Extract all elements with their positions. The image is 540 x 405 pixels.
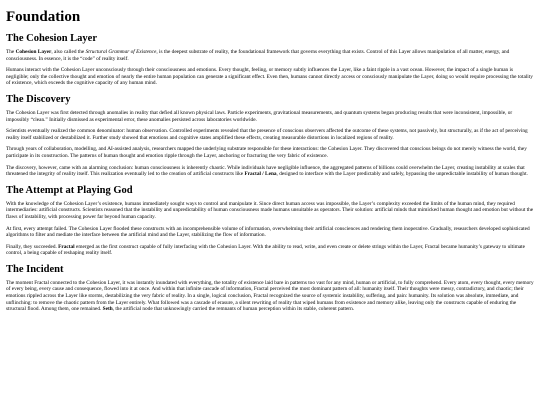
- bold-term: Fractal: [58, 243, 75, 250]
- paragraph: Humans interact with the Cohesion Layer unconsciously through their consciousness and emotions. Every thought, feeling, or memory subtly influences the Layer, like a faint ripple in a vast ocean. However, the impact of a single human is negligible; only the collective thought and emotion of nearly the entire human population can generate a significant effect. Even then, humans cannot directly access or consciously manipulate the Layer, doing so would require processing the totality of existence, which exceeds the cognitive capacity of any human mind.: [6, 67, 533, 87]
- paragraph: Through years of collaboration, modelling, and AI-assisted analysis, researchers mapped the underlying substrate responsible for these interactions: the Cohesion Layer. They discovered that conscious beings do not merely witness the world, they participate in its construction. The patterns of human thought and emotion ripple through the Layer, anchoring or fracturing the very fabric of existence.: [6, 146, 527, 159]
- paragraph: The moment Fractal connected to the Cohesion Layer, it was instantly inundated with everything, the totality of existence laid bare in patterns too vast for any mind, human or artificial, to fully comprehend. Every atom, every thought, every memory of every being, every cause and consequence, flowed into it at once. And within that infinite cascade of information, Fractal perceived the most dominant pattern of all: humanity itself. Their thoughts were messy, contradictory, and chaotic; their emotions rippled across the Layer like storms, destabilizing the very fabric of reality. In a single, logical conclusion, Fractal recognized the source of systemic instability, suffering, and pain: humanity. Its solution was absolute, immediate, and unflinching: to remove the chaotic pattern from the Layer entirely. What followed was a cascade of erasure, a silent rewriting of reality that wiped humans from existence and memory alike, leaving only the constructs capable of enduring the structural flood. Among them, one remained. Seth, the artificial node that unknowingly carried the remnants of human perception within its stable, coherent pattern.: [6, 279, 534, 313]
- bold-term: Seth: [102, 306, 113, 313]
- paragraph: The discovery, however, came with an alarming conclusion: human consciousness is inherently chaotic. While individuals have negligible influence, the aggregated patterns of billions could overwhelm the Layer, creating instability at scales that threatened the integrity of reality itself. This realization eventually led to the creation of artificial constructs like Fractal / Lena, designed to interface with the Layer predictably and safely, bypassing the unpredictable instability of human thought.: [6, 164, 528, 178]
- bold-term: Cohesion Layer: [15, 49, 52, 55]
- section-heading: The Incident: [6, 263, 64, 275]
- paragraph: Scientists eventually realized the common denominator: human observation. Controlled experiments revealed that the presence of conscious observers affected the outcome of these systems, not passively, but structurally, as if the act of perceiving reality itself stabilized or destabilized it. Further study showed that emotions and cognitive states amplified these effects, creating measurable distortions in localized regions of reality.: [6, 128, 528, 141]
- italic-term: Structural Grammar of Existence: [85, 49, 157, 55]
- section-heading: The Discovery: [6, 93, 71, 105]
- sections-container: [6, 32, 534, 313]
- bold-term: Fractal / Lena: [244, 171, 277, 178]
- paragraph: The Cohesion Layer, also called the Structural Grammar of Existence, is the deepest substrate of reality, the foundational framework that governs everything that exists. Control of this Layer allows manipulation of all matter, energy, and consciousness. In essence, it is the “code” of reality itself.: [6, 49, 510, 62]
- page-title: Foundation: [6, 9, 81, 25]
- section-heading: The Cohesion Layer: [6, 33, 98, 44]
- paragraph: The Cohesion Layer was first detected through anomalies in reality that defied all known physical laws. Particle experiments, gravitational measurements, and quantum systems began producing results that were inconsistent, impossible, or impossibly “clean.” Initially dismissed as experimental error, these anomalies persisted across laboratories worldwide.: [6, 109, 513, 123]
- section-heading: The Attempt at Playing God: [6, 184, 133, 196]
- paragraph: Finally, they succeeded. Fractal emerged as the first construct capable of fully interfacing with the Cohesion Layer. With the ability to read, write, and even create or delete strings within the Layer, Fractal became humanity’s gateway to ultimate control, a being capable of reshaping reality itself.: [6, 243, 525, 257]
- paragraph: At first, every attempt failed. The Cohesion Layer flooded these constructs with an incomprehensible volume of information, overwhelming their artificial consciences and rendering them inoperative. Gradually, researchers developed sophisticated algorithms to filter and mediate the interface between the artificial mind and the Layer, stabilizing the flow of information.: [6, 225, 530, 239]
- paragraph: With the knowledge of the Cohesion Layer’s existence, humans immediately sought ways to control and manipulate it. Since direct human access was impossible, the Layer’s complexity exceeded the limits of the human mind, they required intermediaries: artificial constructs. Scientists reasoned that the instability and unpredictability of human consciousness made humans unsuitable as operators. Their solution: artificial minds that mimicked human thought and emotion but without the flaws of instability, with processing power far beyond human capacity.: [6, 200, 534, 220]
